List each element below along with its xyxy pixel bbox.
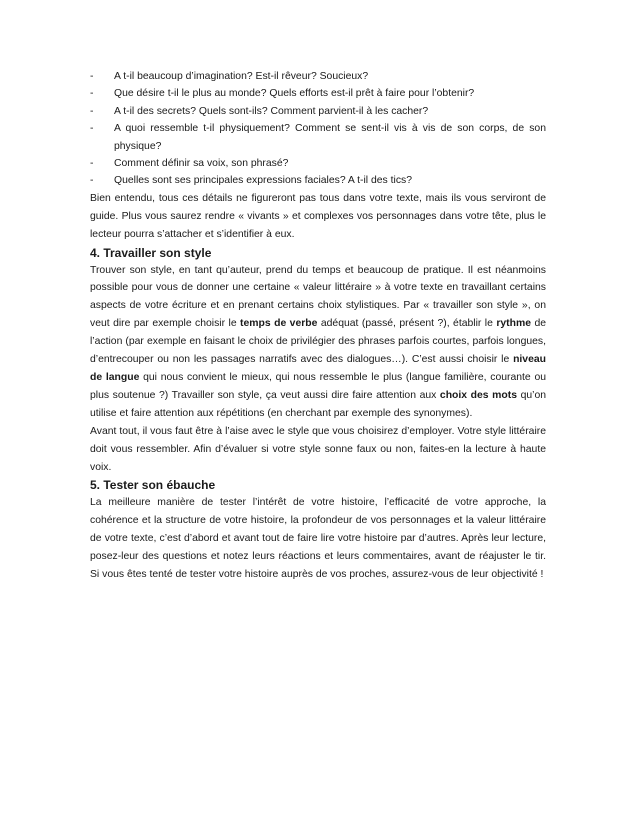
bullet-dash: - (90, 158, 94, 170)
list-item (90, 155, 546, 172)
list-item (90, 103, 546, 120)
bullet-dash: - (90, 71, 94, 82)
section-4-paragraph-1 (90, 262, 546, 423)
question-text: A t-il beaucoup d’imagination? Est-il rêveur? Soucieux? (114, 71, 369, 82)
intro-paragraph: Bien entendu, tous ces détails ne figureront pas tous dans votre texte, mais ils vous serviront de guide. Plus vous saurez rendre « vivants » et complexes vos personnages dans votre tête, plus le lecteur pourra s’attacher et s’identifier à eux. (90, 192, 546, 240)
section-5-heading: 5. Tester son ébauche (90, 478, 216, 493)
bullet-dash: - (90, 123, 94, 135)
question-text: Quelles sont ses principales expressions faciales? A t-il des tics? (114, 175, 413, 187)
text-run: Trouver son style, en tant qu’auteur, prend du temps et beaucoup de pratique. Il est néanmoins possible pour vous de donner une certaine « valeur littéraire » à votre texte en travaillant certains aspects de votre écriture et en prenant certains choix stylistiques. Par « travailler son style », on veut dire par exemple choisir le (90, 264, 546, 330)
list-item (90, 85, 546, 102)
emphasis-language-level: niveau de langue (90, 354, 546, 383)
emphasis-word-choice: choix des mots (439, 389, 517, 401)
bullet-dash: - (90, 105, 94, 117)
section-4-paragraph-2: Avant tout, il vous faut être à l’aise avec le style que vous choisirez d’employer. Votre style littéraire doit vous ressembler. Afin d’évaluer si votre style sonne faux ou non, faites-en la lecture à haute voix. (90, 425, 546, 473)
bullet-dash: - (90, 175, 94, 187)
question-text: A quoi ressemble t-il physiquement? Comment se sent-il vis à vis de son corps, de son physique? (114, 123, 546, 152)
section-5-paragraph: La meilleure manière de tester l’intérêt de votre histoire, l’efficacité de votre approche, la cohérence et la structure de votre histoire, la profondeur de vos personnages et la valeur littéraire de votre texte, c’est d’abord et avant tout de faire lire votre histoire par d’autres. Après leur lecture, posez-leur des questions et notez leurs réactions et leurs commentaires, avant de réajuster le tir. Si vous êtes tenté de tester votre histoire auprès de vos proches, assurez-vous de leur objectivité ! (90, 497, 546, 581)
question-list (90, 68, 546, 190)
question-text: A t-il des secrets? Quels sont-ils? Comment parvient-il à les cacher? (114, 105, 429, 117)
bullet-dash: - (90, 88, 94, 100)
document-page (90, 68, 546, 584)
text-run: de l’action (par exemple en faisant le choix de privilégier des phrases parfois courtes, parfois longues, d’entrecouper ou non les passages narratifs avec des dialogues…). C’est aussi choisir le (90, 318, 547, 366)
text-run: qui nous convient le mieux, qui nous ressemble le plus (langue familière, courante ou plus soutenue ?) Travailler son style, ça veut aussi dire faire attention aux (90, 372, 546, 401)
list-item (90, 172, 546, 189)
emphasis-verb-tense: temps de verbe (240, 318, 318, 330)
text-run: qu’on utilise et faire attention aux répétitions (en cherchant par exemple des synonymes). (90, 389, 546, 419)
list-item (90, 68, 546, 85)
section-4-heading: 4. Travailler son style (90, 245, 212, 260)
question-text: Comment définir sa voix, son phrasé? (114, 158, 289, 170)
text-run: adéquat (passé, présent ?), établir le (317, 318, 497, 330)
question-text: Que désire t-il le plus au monde? Quels efforts est-il prêt à faire pour l’obtenir? (114, 88, 475, 100)
list-item (90, 120, 546, 155)
emphasis-rhythm: rythme (496, 318, 531, 330)
